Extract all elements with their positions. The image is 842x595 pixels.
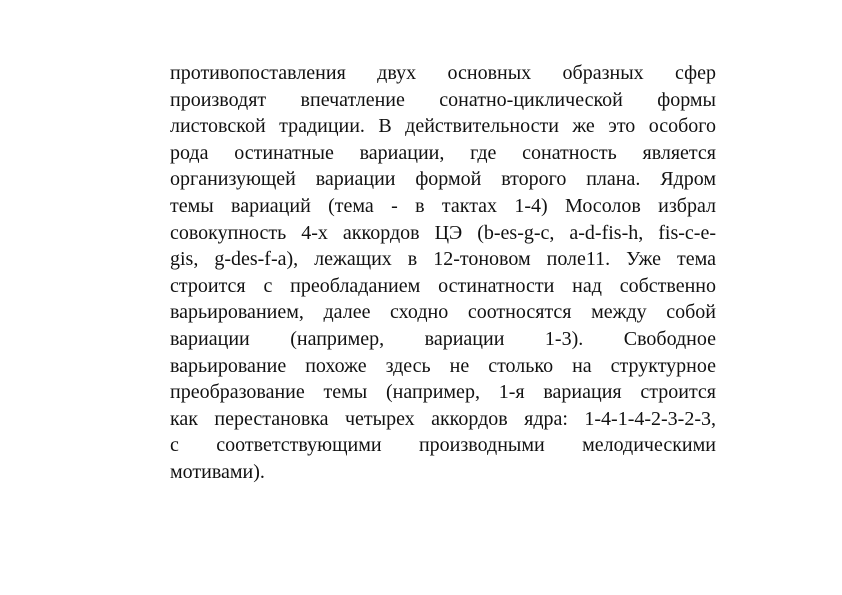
text-line: как перестановка четырех аккордов ядра: 1-4-1-4-2-3-2-3, <box>170 407 716 430</box>
text-line: совокупность 4-х аккордов ЦЭ (b-es-g-c, a-d-fis-h, fis-c-e- <box>170 221 716 244</box>
text-line: темы вариаций (тема - в тактах 1-4) Мосолов избрал <box>170 194 716 217</box>
text-line: рода остинатные вариации, где сонатность является <box>170 141 716 164</box>
text-line: организующей вариации формой второго плана. Ядром <box>170 168 716 191</box>
text-line: производят впечатление сонатно-циклической формы <box>170 88 716 111</box>
body-paragraph <box>170 60 716 486</box>
text-line: строится с преобладанием остинатности над собственно <box>170 274 716 297</box>
text-line: преобразование темы (например, 1-я вариация строится <box>170 381 716 404</box>
text-line: листовской традиции. В действительности же это особого <box>170 115 716 138</box>
text-line: с соответствующими производными мелодическими <box>170 434 716 457</box>
text-line: варьирование похоже здесь не столько на структурное <box>170 354 716 377</box>
text-line: вариации (например, вариации 1-3). Свободное <box>170 327 716 350</box>
text-line: противопоставления двух основных образных сфер <box>170 62 716 84</box>
text-line: gis, g-des-f-a), лежащих в 12-тоновом поле11. Уже тема <box>170 248 716 271</box>
text-line: варьированием, далее сходно соотносятся между собой <box>170 301 716 324</box>
text-line: мотивами). <box>170 460 265 483</box>
